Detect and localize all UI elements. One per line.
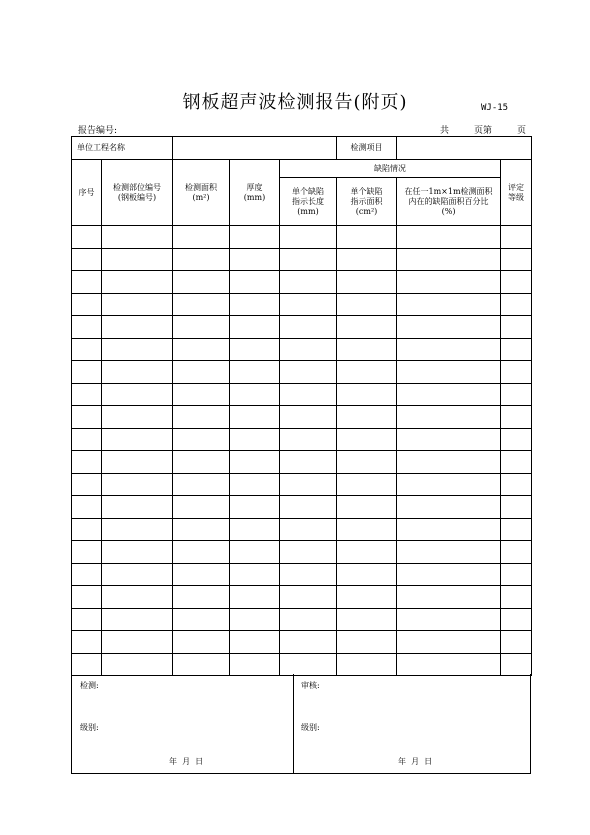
table-row xyxy=(72,518,532,541)
table-cell[interactable] xyxy=(397,383,501,406)
table-cell[interactable] xyxy=(280,293,337,316)
table-cell[interactable] xyxy=(230,608,280,631)
col-thickness-line2: (mm) xyxy=(243,192,266,202)
table-cell[interactable] xyxy=(72,248,102,271)
table-cell[interactable] xyxy=(72,271,102,294)
table-row xyxy=(72,563,532,586)
table-cell[interactable] xyxy=(337,383,397,406)
table-row xyxy=(72,316,532,339)
table-row xyxy=(72,293,532,316)
table-cell[interactable] xyxy=(280,473,337,496)
page-mid: 页第 xyxy=(474,126,493,136)
table-cell[interactable] xyxy=(72,608,102,631)
table-cell[interactable] xyxy=(397,428,501,451)
table-row xyxy=(72,473,532,496)
page-suffix: 页 xyxy=(517,126,527,136)
table-cell[interactable] xyxy=(230,586,280,609)
col-thickness-header xyxy=(230,160,280,226)
table-cell[interactable] xyxy=(72,518,102,541)
table-cell[interactable] xyxy=(102,608,173,631)
table-cell[interactable] xyxy=(501,383,532,406)
table-cell[interactable] xyxy=(72,316,102,339)
table-cell[interactable] xyxy=(72,383,102,406)
table-cell[interactable] xyxy=(230,653,280,676)
table-cell[interactable] xyxy=(501,518,532,541)
table-row xyxy=(72,383,532,406)
table-cell[interactable] xyxy=(230,271,280,294)
table-cell[interactable] xyxy=(280,586,337,609)
col-area-line2: (m²) xyxy=(192,192,210,202)
col-pct-line1: 在任一1m×1m检测面积 xyxy=(404,186,493,196)
table-cell[interactable] xyxy=(230,293,280,316)
table-cell[interactable] xyxy=(397,361,501,384)
col-seq-header: 序号 xyxy=(72,160,102,226)
table-cell[interactable] xyxy=(337,406,397,429)
page-total-prefix: 共 xyxy=(440,126,450,136)
table-cell[interactable] xyxy=(337,293,397,316)
table-row xyxy=(72,586,532,609)
table-cell[interactable] xyxy=(173,226,230,249)
table-cell[interactable] xyxy=(337,338,397,361)
table-cell[interactable] xyxy=(173,361,230,384)
table-cell[interactable] xyxy=(397,518,501,541)
table-cell[interactable] xyxy=(230,473,280,496)
col-sa-line1: 单个缺陷 xyxy=(350,186,383,196)
table-cell[interactable] xyxy=(173,383,230,406)
col-pct-line2: 内在的缺陷面积百分比 xyxy=(408,196,489,206)
col-single-area-header xyxy=(337,178,397,226)
table-cell[interactable] xyxy=(280,496,337,519)
table-cell[interactable] xyxy=(230,338,280,361)
table-cell[interactable] xyxy=(397,226,501,249)
table-cell[interactable] xyxy=(397,608,501,631)
table-cell[interactable] xyxy=(397,653,501,676)
table-cell[interactable] xyxy=(173,316,230,339)
table-cell[interactable] xyxy=(230,451,280,474)
table-cell[interactable] xyxy=(102,563,173,586)
table-cell[interactable] xyxy=(230,518,280,541)
table-cell[interactable] xyxy=(230,316,280,339)
inspector-label: 检测: xyxy=(80,681,99,690)
table-cell[interactable] xyxy=(501,608,532,631)
table-cell[interactable] xyxy=(102,518,173,541)
table-cell[interactable] xyxy=(501,586,532,609)
table-cell[interactable] xyxy=(102,586,173,609)
table-cell[interactable] xyxy=(173,518,230,541)
table-row xyxy=(72,338,532,361)
inspection-table xyxy=(71,136,532,676)
table-cell[interactable] xyxy=(102,226,173,249)
table-cell[interactable] xyxy=(102,451,173,474)
table-cell[interactable] xyxy=(102,338,173,361)
table-cell[interactable] xyxy=(397,248,501,271)
table-cell[interactable] xyxy=(173,496,230,519)
table-cell[interactable] xyxy=(280,338,337,361)
table-row xyxy=(72,496,532,519)
table-cell[interactable] xyxy=(72,226,102,249)
table-row xyxy=(72,271,532,294)
unit-project-label: 单位工程名称 xyxy=(72,137,173,160)
table-cell[interactable] xyxy=(230,361,280,384)
table-cell[interactable] xyxy=(102,496,173,519)
table-cell[interactable] xyxy=(501,631,532,654)
table-cell[interactable] xyxy=(72,586,102,609)
table-cell[interactable] xyxy=(102,361,173,384)
inspection-item-label: 检测项目 xyxy=(337,137,397,160)
table-cell[interactable] xyxy=(501,473,532,496)
table-cell[interactable] xyxy=(337,361,397,384)
table-cell[interactable] xyxy=(397,473,501,496)
table-cell[interactable] xyxy=(280,451,337,474)
col-sl-line3: (mm) xyxy=(297,206,319,216)
table-row xyxy=(72,226,532,249)
table-row xyxy=(72,406,532,429)
col-grade-line2: 等级 xyxy=(508,192,525,202)
table-cell[interactable] xyxy=(280,271,337,294)
table-cell[interactable] xyxy=(280,631,337,654)
table-cell[interactable] xyxy=(337,271,397,294)
table-cell[interactable] xyxy=(337,518,397,541)
col-grade-header xyxy=(501,160,532,226)
table-cell[interactable] xyxy=(501,338,532,361)
table-cell[interactable] xyxy=(280,316,337,339)
unit-project-value[interactable] xyxy=(173,137,337,160)
header-row-1 xyxy=(72,160,532,178)
table-row xyxy=(72,451,532,474)
reviewer-label: 审核: xyxy=(301,681,320,690)
table-cell[interactable] xyxy=(102,293,173,316)
table-cell[interactable] xyxy=(173,653,230,676)
table-cell[interactable] xyxy=(337,226,397,249)
table-cell[interactable] xyxy=(337,653,397,676)
table-cell[interactable] xyxy=(230,248,280,271)
table-cell[interactable] xyxy=(72,496,102,519)
table-cell[interactable] xyxy=(72,541,102,564)
table-cell[interactable] xyxy=(337,451,397,474)
table-cell[interactable] xyxy=(337,541,397,564)
table-cell[interactable] xyxy=(337,563,397,586)
col-area-line1: 检测面积 xyxy=(185,182,217,192)
date-left: 年 月 日 xyxy=(169,757,204,766)
table-row xyxy=(72,248,532,271)
table-cell[interactable] xyxy=(102,428,173,451)
table-cell[interactable] xyxy=(72,406,102,429)
table-cell[interactable] xyxy=(173,541,230,564)
table-cell[interactable] xyxy=(230,496,280,519)
table-cell[interactable] xyxy=(102,473,173,496)
table-cell[interactable] xyxy=(173,248,230,271)
table-cell[interactable] xyxy=(337,473,397,496)
table-row xyxy=(72,361,532,384)
table-cell[interactable] xyxy=(397,541,501,564)
table-cell[interactable] xyxy=(72,293,102,316)
table-cell[interactable] xyxy=(230,226,280,249)
table-cell[interactable] xyxy=(337,608,397,631)
table-cell[interactable] xyxy=(72,361,102,384)
table-cell[interactable] xyxy=(501,248,532,271)
table-cell[interactable] xyxy=(173,271,230,294)
table-cell[interactable] xyxy=(501,541,532,564)
table-cell[interactable] xyxy=(280,518,337,541)
table-cell[interactable] xyxy=(173,563,230,586)
table-cell[interactable] xyxy=(72,653,102,676)
report-number-label: 报告编号: xyxy=(78,126,118,136)
table-cell[interactable] xyxy=(501,451,532,474)
table-cell[interactable] xyxy=(72,563,102,586)
table-cell[interactable] xyxy=(280,248,337,271)
table-cell[interactable] xyxy=(280,653,337,676)
table-cell[interactable] xyxy=(230,541,280,564)
table-cell[interactable] xyxy=(397,496,501,519)
table-cell[interactable] xyxy=(337,316,397,339)
table-row xyxy=(72,631,532,654)
signature-section xyxy=(71,674,531,774)
table-cell[interactable] xyxy=(337,586,397,609)
table-cell[interactable] xyxy=(280,563,337,586)
table-row xyxy=(72,653,532,676)
table-cell[interactable] xyxy=(230,563,280,586)
table-cell[interactable] xyxy=(397,563,501,586)
table-cell[interactable] xyxy=(280,226,337,249)
table-cell[interactable] xyxy=(397,271,501,294)
table-cell[interactable] xyxy=(280,541,337,564)
table-cell[interactable] xyxy=(337,248,397,271)
col-part-header xyxy=(102,160,173,226)
table-cell[interactable] xyxy=(173,473,230,496)
col-sa-line2: 指示面积 xyxy=(350,196,383,206)
table-cell[interactable] xyxy=(501,406,532,429)
table-row xyxy=(72,608,532,631)
table-cell[interactable] xyxy=(173,428,230,451)
table-cell[interactable] xyxy=(173,631,230,654)
table-cell[interactable] xyxy=(173,608,230,631)
table-cell[interactable] xyxy=(280,428,337,451)
table-cell[interactable] xyxy=(337,428,397,451)
table-cell[interactable] xyxy=(337,496,397,519)
table-cell[interactable] xyxy=(173,586,230,609)
table-cell[interactable] xyxy=(501,653,532,676)
col-area-header xyxy=(173,160,230,226)
table-cell[interactable] xyxy=(102,248,173,271)
table-cell[interactable] xyxy=(397,316,501,339)
table-cell[interactable] xyxy=(397,338,501,361)
table-cell[interactable] xyxy=(501,271,532,294)
table-cell[interactable] xyxy=(280,383,337,406)
level-left-label: 级别: xyxy=(80,723,99,732)
table-cell[interactable] xyxy=(397,586,501,609)
table-cell[interactable] xyxy=(501,293,532,316)
table-cell[interactable] xyxy=(102,383,173,406)
level-right-label: 级别: xyxy=(301,723,320,732)
defect-group-header: 缺陷情况 xyxy=(280,160,501,178)
col-part-line2: (钢板编号) xyxy=(117,192,157,202)
col-grade-line1: 评定 xyxy=(508,182,525,192)
table-cell[interactable] xyxy=(501,316,532,339)
report-title: 钢板超声波检测报告(附页) xyxy=(182,92,408,113)
table-cell[interactable] xyxy=(230,631,280,654)
table-cell[interactable] xyxy=(72,338,102,361)
col-thickness-line1: 厚度 xyxy=(246,182,263,192)
col-pct-line3: (%) xyxy=(441,206,456,216)
col-sa-line3: (cm²) xyxy=(355,206,378,216)
col-sl-line1: 单个缺陷 xyxy=(292,186,324,196)
table-cell[interactable] xyxy=(397,451,501,474)
table-cell[interactable] xyxy=(102,653,173,676)
table-cell[interactable] xyxy=(72,473,102,496)
table-cell[interactable] xyxy=(72,428,102,451)
table-cell[interactable] xyxy=(173,293,230,316)
table-cell[interactable] xyxy=(102,631,173,654)
table-cell[interactable] xyxy=(280,361,337,384)
table-cell[interactable] xyxy=(230,406,280,429)
table-cell[interactable] xyxy=(102,271,173,294)
col-sl-line2: 指示长度 xyxy=(292,196,324,206)
table-cell[interactable] xyxy=(501,563,532,586)
table-cell[interactable] xyxy=(102,316,173,339)
table-row xyxy=(72,541,532,564)
table-cell[interactable] xyxy=(501,226,532,249)
table-cell[interactable] xyxy=(102,541,173,564)
form-code: WJ-15 xyxy=(481,103,509,113)
unit-project-row xyxy=(72,137,532,160)
table-cell[interactable] xyxy=(173,451,230,474)
table-cell[interactable] xyxy=(72,451,102,474)
table-cell[interactable] xyxy=(397,293,501,316)
table-cell[interactable] xyxy=(230,383,280,406)
col-part-line1: 检测部位编号 xyxy=(113,182,161,192)
table-cell[interactable] xyxy=(501,428,532,451)
inspection-item-value[interactable] xyxy=(397,137,532,160)
table-cell[interactable] xyxy=(501,361,532,384)
col-single-length-header xyxy=(280,178,337,226)
table-cell[interactable] xyxy=(230,428,280,451)
table-cell[interactable] xyxy=(501,496,532,519)
table-cell[interactable] xyxy=(397,631,501,654)
table-cell[interactable] xyxy=(102,406,173,429)
table-cell[interactable] xyxy=(173,406,230,429)
table-cell[interactable] xyxy=(72,631,102,654)
table-cell[interactable] xyxy=(280,608,337,631)
table-cell[interactable] xyxy=(397,406,501,429)
table-row xyxy=(72,428,532,451)
table-cell[interactable] xyxy=(280,406,337,429)
col-percent-header xyxy=(397,178,501,226)
table-cell[interactable] xyxy=(337,631,397,654)
date-right: 年 月 日 xyxy=(398,757,433,766)
signature-divider xyxy=(293,674,294,774)
table-cell[interactable] xyxy=(173,338,230,361)
